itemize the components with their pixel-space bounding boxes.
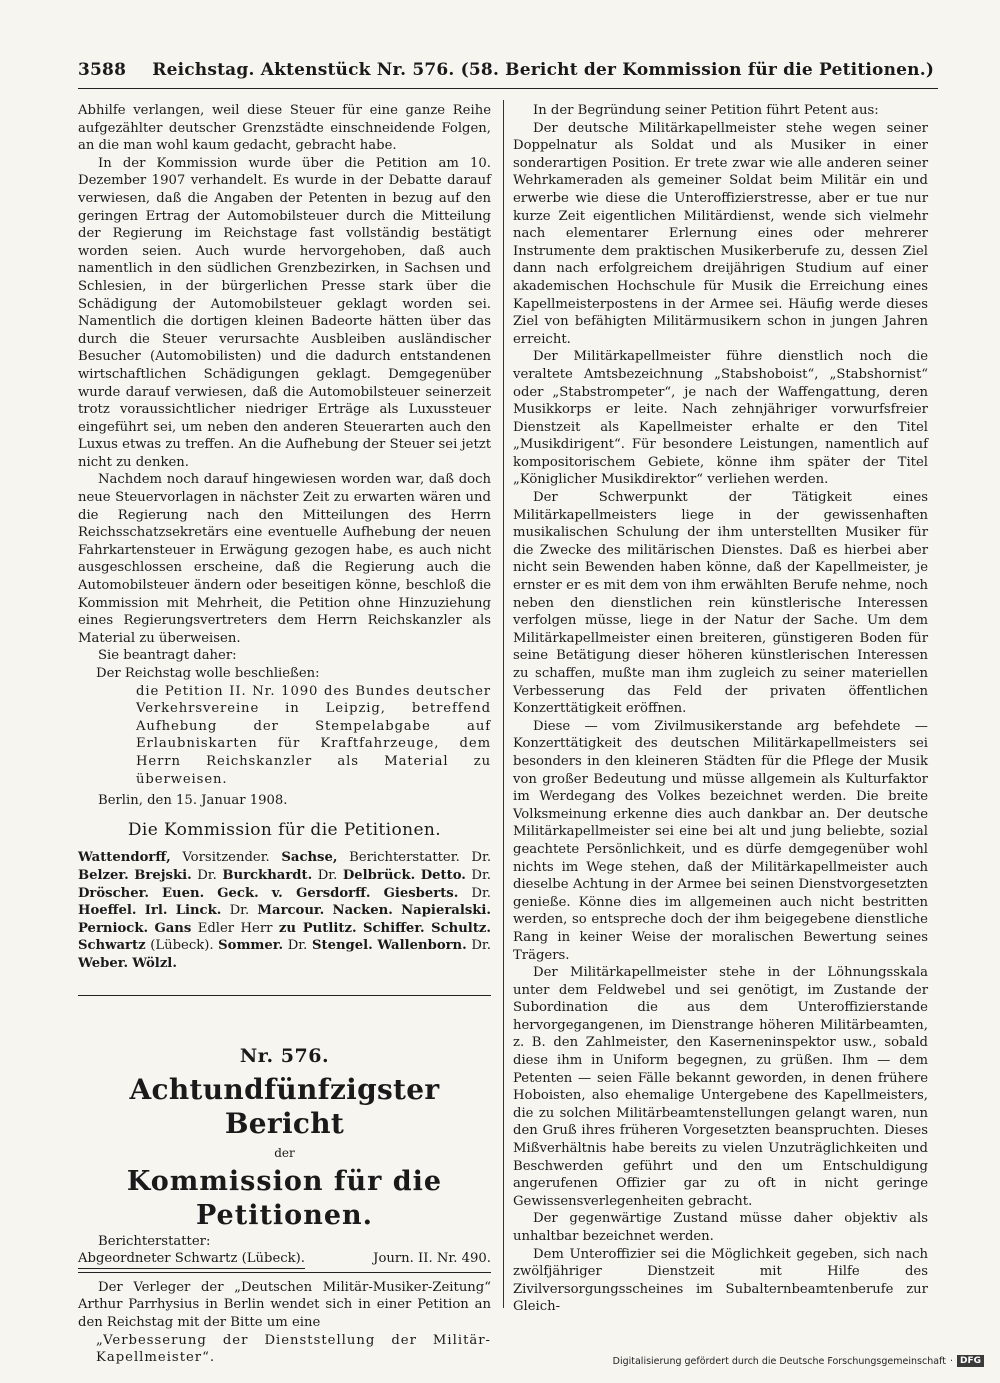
berichterstatter-label: Berichterstatter:	[98, 1233, 211, 1249]
beschliessen-line: Der Reichstag wolle beschließen:	[96, 666, 320, 681]
beantragt-line: Sie beantragt daher:	[98, 648, 237, 664]
footer-credit	[613, 1355, 984, 1367]
paragraph: Der Verleger der „Deutschen Militär-Musiker-Zeitung“ Arthur Parrhysius in Berlin wendet sich in einer Petition an den Reichstag mit der Bitte um eine	[78, 1279, 491, 1331]
member-name: Burckhardt.	[222, 867, 313, 883]
commission-title: Die Kommission für die Petitionen.	[127, 819, 442, 840]
member-role	[204, 886, 217, 901]
member-name: Gans	[154, 920, 192, 936]
member-role: Dr.	[221, 903, 258, 919]
member-role: Edler Herr	[191, 920, 279, 936]
member-name: v. Gersdorff.	[271, 885, 371, 901]
member-role	[259, 886, 272, 901]
member-name: Wölzl.	[132, 955, 177, 971]
paragraph: Dem Unteroffizier sei die Möglichkeit gegeben, sich nach zwölfjähriger Dienstzeit mit Hilfe des Zivilversorgungsscheines im Subalternbeamtenberufe zur Gleich-	[513, 1246, 928, 1315]
member-role	[149, 886, 162, 901]
member-name: Wattendorff,	[78, 850, 171, 866]
member-name: Napieralski.	[401, 903, 491, 919]
left-column	[78, 102, 491, 1367]
member-role: Dr.	[283, 938, 312, 954]
member-name: Belzer.	[78, 867, 129, 883]
date-line: Berlin, den 15. Januar 1908.	[98, 793, 288, 809]
footer-text: Digitalisierung gefördert durch die Deutsche Forschungsgemeinschaft	[612, 1355, 946, 1367]
paragraph: Der Schwerpunkt der Tätigkeit eines Militärkapellmeisters liege in der gewissenhaften musikalischen Schulung der ihm unterstellten Musiker für die Zwecke des militärischen Dienstes. Daß es hierbei aber nicht sein Bewenden haben könne, daß der Kapellmeister, je ernster er es mit dem von ihm erwählten Berufe nehme, noch neben den dienstlichen rein künstlerische Interessen verfolgen müsse, liege in der Natur der Sache. Um dem Militärkapellmeister einen breiteren, günstigeren Boden für seine Betätigung dieser höheren künstlerischen Interessen zu schaffen, mußte man ihm zugleich zu seiner materiellen Verbesserung das Feld der privaten öffentlichen Konzerttätigkeit eröffnen.	[513, 490, 928, 717]
member-role: Dr.	[466, 938, 491, 954]
header-rule	[78, 88, 938, 89]
dfg-logo: DFG	[957, 1355, 984, 1367]
paragraph: Nachdem noch darauf hingewiesen worden war, daß doch neue Steuervorlagen in nächster Zeit zu erwarten wären und die Regierung nach den Mitteilungen des Herrn Reichsschatzsekretärs eine eventuelle Aufhebung der neuen Fahrkartensteuer in Erwägung gezogen habe, es auch nicht ausgeschlossen erscheine, daß die Regierung auch die Automobilsteuer ändern oder beseitigen könne, beschloß die Kommission mit Mehrheit, die Petition ohne Hinzuziehung eines Regierungsvertreters dem Herrn Reichskanzler als Material zu überweisen.	[78, 472, 491, 646]
commission-members	[78, 849, 491, 972]
report-title-der: der	[274, 1146, 295, 1161]
paragraph: Der Militärkapellmeister führe dienstlich noch die veraltete Amtsbezeichnung „Stabshoboist“, „Stabshornist“ oder „Stabstrompeter“, je nach der Waffengattung, deren Musikkorps er leite. Nach zehnjähriger vorwurfsfreier Dienstzeit als Kapellmeister erhalte er den Titel „Musikdirigent“. Für besondere Leistungen, namentlich auf kompositorischem Gebiete, könne ihm später der Titel „Königlicher Musikdirektor“ verliehen werden.	[513, 349, 928, 488]
paragraph: Der deutsche Militärkapellmeister stehe wegen seiner Doppelnatur als Soldat und als Musiker in einer sonderartigen Position. Er trete zwar wie alle anderen seiner Wehrkameraden als gemeiner Soldat beim Militär ein und erwerbe wie diese die Unteroffizierstresse, aber er tue nur kurze Zeit eigentlichen Militärdienst, wende sich vielmehr nach elementarer Erlernung eines oder mehrerer Instrumente dem praktischen Musikerberufe zu, dessen Ziel dann nach erfolgreichem dreijährigen Studium auf einer akademischen Hochschule für Musik die Erreichung eines Kapellmeisterpostens in der Armee sei. Häufig werde dieses Ziel von befähigten Militärmusikern schon in jungen Jahren erreicht.	[513, 120, 928, 347]
section-rule	[78, 995, 491, 996]
member-name: Detto.	[420, 867, 466, 883]
member-name: Geck.	[217, 885, 259, 901]
member-name: Wallenborn.	[377, 938, 467, 954]
member-name: Brejski.	[134, 867, 192, 883]
member-name: Stengel.	[311, 938, 373, 954]
member-role	[324, 903, 332, 918]
member-name: Schultz.	[431, 920, 491, 936]
member-role	[136, 903, 144, 918]
member-name: Delbrück.	[342, 867, 416, 883]
member-name: Marcour.	[257, 903, 325, 919]
member-name: Sachse,	[281, 850, 338, 866]
paragraph: In der Begründung seiner Petition führt Petent aus:	[533, 103, 879, 118]
berichterstatter-line	[78, 1250, 491, 1273]
journal-number: Journ. II. Nr. 490.	[373, 1251, 491, 1267]
member-name: Linck.	[175, 903, 222, 919]
page-header	[78, 60, 938, 86]
member-name: Nacken.	[332, 903, 393, 919]
document-number: Nr. 576.	[239, 1044, 330, 1067]
member-role: Dr.	[191, 867, 223, 883]
member-name: Schiffer.	[362, 920, 425, 936]
paragraph: Diese — vom Zivilmusikerstande arg befehdete — Konzerttätigkeit des deutschen Militärkapellmeisters sei besonders in den kleineren Städten für die Pflege der Musik von großer Bedeutung und müsse allgemein als Kulturfaktor im Werdegang des Volkes bezeichnet werden. Die breite Volksmeinung erkenne dies auch dankbar an. Der deutsche Militärkapellmeister sei eine bei alt und jung beliebte, sozial geachtete Persönlichkeit, und es dürfe demgegenüber wohl nichts im Wege stehen, daß der Militärkapellmeister auch dieselbe Achtung in der Armee bei seinen Dienstvorgesetzten genieße. Könne dies im allgemeinen auch nicht bestritten werden, so entspreche doch der ihm beigegebene dienstliche Rang in keiner Weise der moralischen Bewertung seines Trägers.	[513, 718, 928, 963]
member-name: Euen.	[162, 885, 205, 901]
report-subtitle: Kommission für die Petitionen.	[126, 1165, 443, 1231]
antrag-text: die Petition II. Nr. 1090 des Bundes deutscher Verkehrsvereine in Leipzig, betreffend Aufhebung der Stempelabgabe auf Erlaubniskarten für Kraftfahrzeuge, dem Herrn Reichskanzler als Material zu überweisen.	[136, 683, 491, 787]
paragraph: Der gegenwärtige Zustand müsse daher objektiv als unhaltbar bezeichnet werden.	[513, 1211, 928, 1244]
paragraph: Der Militärkapellmeister stehe in der Löhnungsskala unter dem Feldwebel und sei genötigt, im Zustande der Subordination die aus dem Unteroffizierstande hervorgegangenen, im Dienstrange höheren Militärbeamten, z. B. den Zahlmeister, den Kaserneninspektor usw., sobald diese ihm in Uniform begegnen, zu grüßen. Ihm — dem Petenten — seien Fälle bekannt geworden, in denen frühere Hoboisten, also ehemalige Untergebene des Kapellmeisters, die zu solchen Militärbeamtenstellungen gelangt waren, nun den Gruß ihres früheren Vorgesetzten beanspruchten. Dieses Mißverhältnis habe bereits zu vielen Unzuträglichkeiten und Beschwerden geführt und den um Entschuldigung angerufenen Offizier gar zu oft in nicht geringe Gewissensverlegenheiten gebracht.	[513, 965, 928, 1209]
member-name: Weber.	[78, 955, 129, 971]
member-name: Perniock.	[78, 920, 149, 936]
member-role: Dr.	[312, 867, 343, 883]
member-name: Hoeffel.	[78, 903, 137, 919]
member-role: Dr.	[458, 885, 491, 901]
report-title: Achtundfünfzigster Bericht	[129, 1073, 440, 1141]
footer-separator: ·	[949, 1355, 953, 1367]
running-title: Reichstag. Aktenstück Nr. 576. (58. Bericht der Kommission für die Petitionen.)	[152, 60, 935, 80]
member-role: Vorsitzender.	[170, 850, 282, 866]
member-name: Schwartz	[78, 938, 146, 954]
abgeordneter-name: Abgeordneter Schwartz (Lübeck).	[78, 1250, 305, 1269]
member-name: Dröscher.	[78, 885, 149, 901]
member-role: (Lübeck).	[145, 938, 219, 954]
member-role	[371, 886, 384, 901]
member-name: Giesberts.	[383, 885, 459, 901]
paragraph: In der Kommission wurde über die Petition am 10. Dezember 1907 verhandelt. Es wurde in der Debatte darauf verwiesen, daß die Angaben der Petenten in bezug auf den geringen Ertrag der Automobilsteuer durch die Mitteilung der Regierung im Reichstage fast vollständig bestätigt worden seien. Auch wurde hervorgehoben, daß auch namentlich in den südlichen Grenzbezirken, in Sachsen und Schlesien, in der bürgerlichen Presse stark über die Schädigung der Automobilsteuer geklagt worden sei. Namentlich die dortigen kleinen Badeorte hätten über das durch die Steuer verursachte Ausbleiben ausländischer Besucher (Automobilisten) und die dadurch entstandenen wirtschaftlichen Schädigungen geklagt. Demgegenüber wurde darauf verwiesen, daß die Automobilsteuer seinerzeit trotz voraussichtlicher niedriger Erträge als Luxussteuer eingeführt sei, um neben den anderen Steuerarten auch den Luxus etwas zu treffen. An die Aufhebung der Steuer sei jetzt nicht zu denken.	[78, 155, 491, 470]
member-role	[393, 903, 401, 918]
member-role: Berichterstatter. Dr.	[337, 850, 492, 866]
page-number: 3588	[78, 60, 127, 80]
member-name: Irl.	[144, 903, 168, 919]
column-divider	[503, 100, 504, 1308]
member-role	[167, 903, 175, 918]
paragraph: Abhilfe verlangen, weil diese Steuer für eine ganze Reihe aufgezählter deutscher Grenzstädte einschneidende Folgen, an die man wohl kaum gedacht, gebracht habe.	[78, 103, 491, 154]
member-name: Sommer.	[218, 938, 284, 954]
petition-request: „Verbesserung der Dienststellung der Militär-Kapellmeister“.	[96, 1332, 491, 1366]
right-column	[513, 102, 928, 1316]
member-name: zu Putlitz.	[278, 920, 357, 936]
member-role: Dr.	[465, 867, 491, 883]
